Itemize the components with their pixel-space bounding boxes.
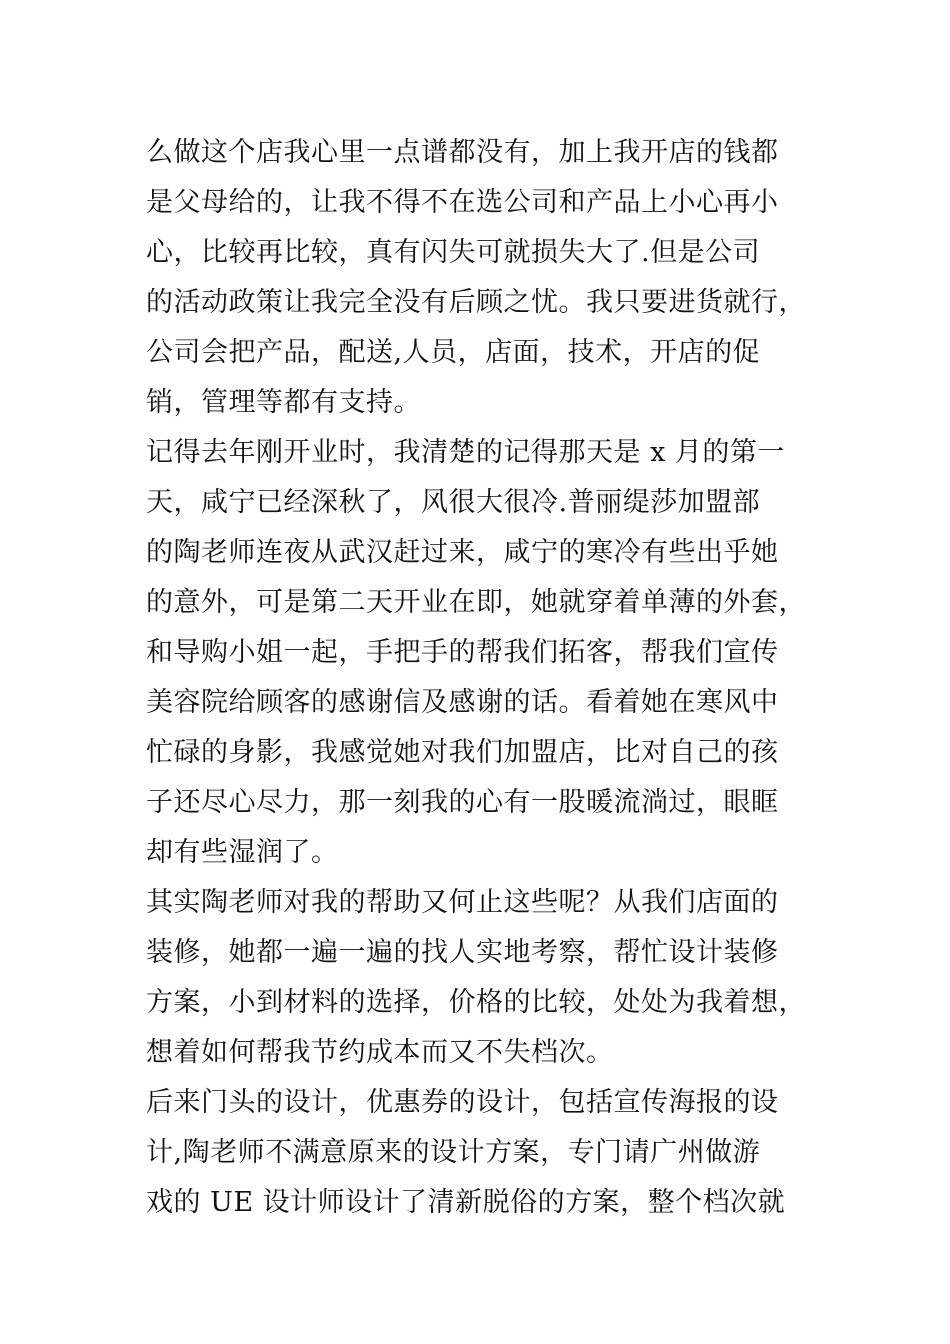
text-line: 其实陶老师对我的帮助又何止这些呢？从我们店面的 — [146, 887, 779, 918]
text-line: 子还尽心尽力，那一刻我的心有一股暖流淌过，眼眶 — [146, 787, 779, 818]
text-line: 戏的 UE 设计师设计了清新脱俗的方案，整个档次就 — [146, 1187, 786, 1218]
text-line: 忙碌的身影，我感觉她对我们加盟店，比对自己的孩 — [146, 737, 779, 768]
text-line: 天，咸宁已经深秋了，风很大很冷.普丽缇莎加盟部 — [146, 487, 761, 518]
paragraph-2 — [146, 428, 826, 878]
text-line: 的活动政策让我完全没有后顾之忧。我只要进货就行， — [146, 287, 806, 318]
paragraph-4 — [146, 1078, 826, 1228]
text-line: 的陶老师连夜从武汉赶过来，咸宁的寒冷有些出乎她 — [146, 537, 779, 568]
text-line: 想着如何帮我节约成本而又不失档次。 — [146, 1037, 614, 1068]
text-line: 公司会把产品，配送,人员，店面，技术，开店的促 — [146, 337, 761, 368]
document-body — [146, 128, 826, 1228]
paragraph-1 — [146, 128, 826, 428]
text-line: 计,陶老师不满意原来的设计方案，专门请广州做游 — [146, 1137, 761, 1168]
text-line: 是父母给的，让我不得不在选公司和产品上小心再小 — [146, 187, 779, 218]
text-line: 方案，小到材料的选择，价格的比较，处处为我着想， — [146, 987, 806, 1018]
paragraph-3 — [146, 878, 826, 1078]
text-line: 装修，她都一遍一遍的找人实地考察，帮忙设计装修 — [146, 937, 779, 968]
text-line: 却有些湿润了。 — [146, 837, 339, 868]
text-line: 后来门头的设计，优惠券的设计，包括宣传海报的设 — [146, 1087, 779, 1118]
text-line: 记得去年刚开业时，我清楚的记得那天是 x 月的第一 — [146, 437, 785, 468]
text-line: 么做这个店我心里一点谱都没有，加上我开店的钱都 — [146, 137, 779, 168]
text-line: 销，管理等都有支持。 — [146, 387, 421, 418]
text-line: 美容院给顾客的感谢信及感谢的话。看着她在寒风中 — [146, 687, 779, 718]
text-line: 心，比较再比较，真有闪失可就损失大了.但是公司 — [146, 237, 761, 268]
text-line: 的意外，可是第二天开业在即，她就穿着单薄的外套， — [146, 587, 806, 618]
text-line: 和导购小姐一起，手把手的帮我们拓客，帮我们宣传 — [146, 637, 779, 668]
